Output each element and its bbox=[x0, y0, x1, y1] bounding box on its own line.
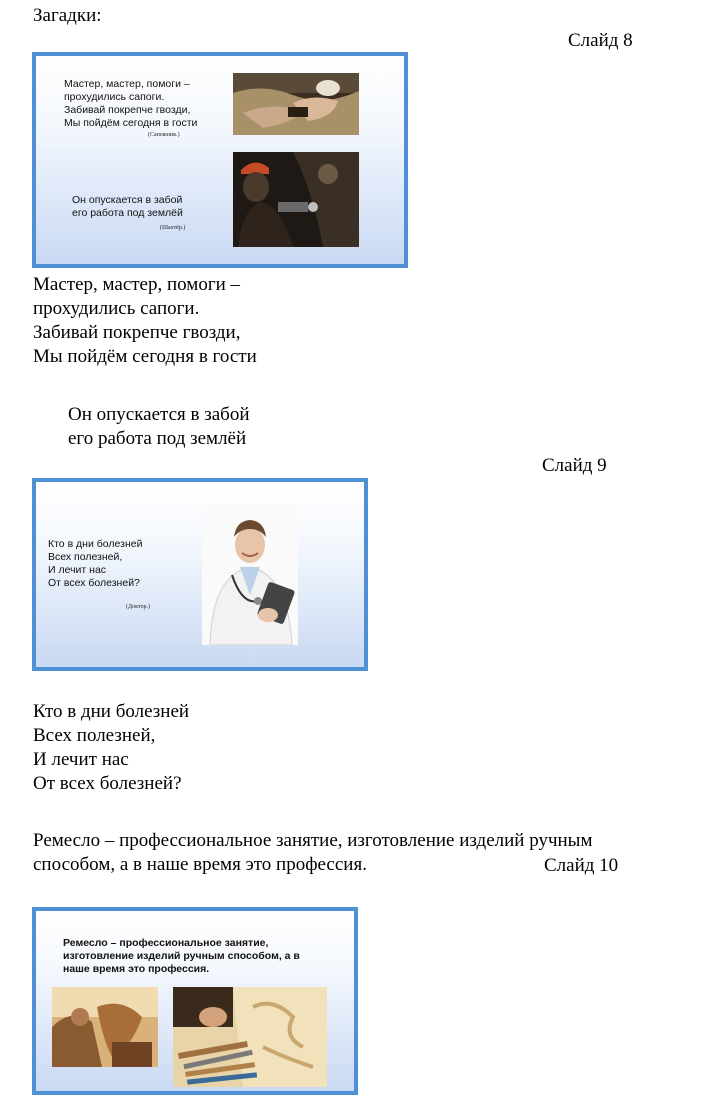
carving-tools-photo bbox=[173, 987, 327, 1087]
slide-8-riddle-1: Мастер, мастер, помоги – прохудились сапоги. Забивай покрепче гвозди, Мы пойдём сегодня в гости bbox=[64, 78, 198, 129]
slide-9-riddle: Кто в дни болезней Всех полезней, И лечит нас От всех болезней? bbox=[48, 538, 143, 589]
slide-10-text: Ремесло – профессиональное занятие, изготовление изделий ручным способом, а в наше время это профессия. bbox=[63, 937, 300, 975]
slide-8-riddle-2: Он опускается в забой его работа под землёй bbox=[72, 194, 183, 219]
slide-8 bbox=[32, 52, 408, 268]
woodcarver-photo bbox=[52, 987, 158, 1067]
slide-9 bbox=[32, 478, 368, 671]
slide-9-label: Слайд 9 bbox=[542, 455, 607, 476]
doctor-photo bbox=[202, 505, 298, 645]
riddle-2-text: Он опускается в забой его работа под землёй bbox=[68, 404, 250, 449]
slide-10 bbox=[32, 907, 358, 1095]
craft-definition: Ремесло – профессиональное занятие, изготовление изделий ручным способом, а в наше время это профессия. bbox=[33, 830, 593, 875]
cobbler-photo bbox=[233, 73, 359, 135]
slide-8-label: Слайд 8 bbox=[568, 30, 633, 51]
page-heading: Загадки: bbox=[33, 5, 102, 26]
slide-8-answer-1: (Сапожник.) bbox=[148, 132, 180, 138]
riddle-1-text: Мастер, мастер, помоги – прохудились сапоги. Забивай покрепче гвозди, Мы пойдём сегодня в гости bbox=[33, 274, 257, 367]
slide-8-answer-2: (Шахтёр.) bbox=[160, 225, 186, 231]
riddle-3-text: Кто в дни болезней Всех полезней, И лечит нас От всех болезней? bbox=[33, 701, 190, 794]
miner-photo bbox=[233, 152, 359, 247]
slide-10-label: Слайд 10 bbox=[544, 855, 619, 876]
slide-9-answer: (Доктор.) bbox=[126, 604, 150, 610]
